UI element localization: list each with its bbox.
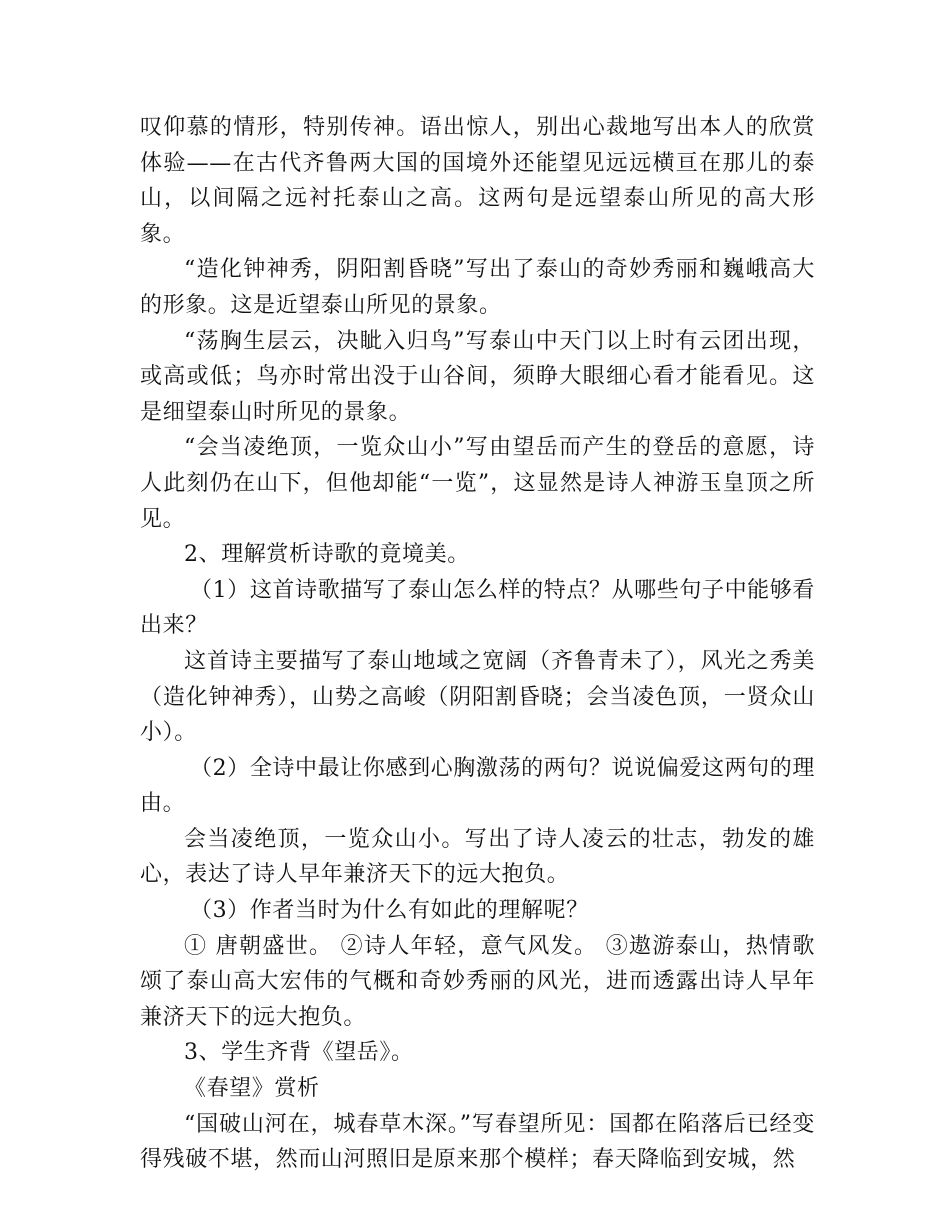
section-heading-3: 3、学生齐背《望岳》。 [184, 1040, 414, 1066]
document-body [140, 110, 815, 1178]
answer-3: ① 唐朝盛世。 ②诗人年轻，意气风发。 ③遨游泰山，热情歌颂了泰山高大宏伟的气概和奇妙秀丽的风光，进而透露出诗人早年兼济天下的远大抱负。 [140, 933, 815, 1030]
paragraph-huidang: “会当凌绝顶，一览众山小”写由望岳而产生的登岳的意愿，诗人此刻仍在山下，但他却能“一览”，这显然是诗人神游玉皇顶之所见。 [140, 435, 815, 532]
question-1: （1）这首诗歌描写了泰山怎么样的特点？从哪些句子中能够看出来？ [140, 577, 815, 639]
answer-1: 这首诗主要描写了泰山地域之宽阔（齐鲁青未了），风光之秀美（造化钟神秀），山势之高峻（阴阳割昏晓；会当凌色顶，一贤众山小）。 [140, 648, 815, 746]
answer-2: 会当凌绝顶，一览众山小。写出了诗人凌云的壮志，勃发的雄心，表达了诗人早年兼济天下的远大抱负。 [140, 826, 815, 888]
paragraph-guopo: “国破山河在，城春草木深。”写春望所见：国都在陷落后已经变得残破不堪，然而山河照旧是原来那个模样；春天降临到安城，然 [140, 1111, 815, 1173]
question-2: （2）全诗中最让你感到心胸激荡的两句？说说偏爱这两句的理由。 [140, 755, 815, 817]
section-heading-2: 2、理解赏析诗歌的竟境美。 [184, 542, 470, 568]
paragraph-zaohua: “造化钟神秀，阴阳割昏晓”写出了泰山的奇妙秀丽和巍峨高大的形象。这是近望泰山所见的景象。 [140, 257, 815, 318]
paragraph-dangxiong: “荡胸生层云，决眦入归鸟”写泰山中天门以上时有云团出现，或高或低；鸟亦时常出没于山谷间，须睁大眼细心看才能看见。这是细望泰山时所见的景象。 [140, 328, 815, 425]
paragraph-continuation: 叹仰慕的情形，特别传神。语出惊人，别出心裁地写出本人的欣赏体验——在古代齐鲁两大国的国境外还能望见远远横亘在那儿的泰山，以间隔之远衬托泰山之高。这两句是远望泰山所见的高大形象。 [140, 115, 815, 247]
section-title-chunwang: 《春望》赏析 [184, 1076, 320, 1102]
question-3: （3）作者当时为什么有如此的理解呢？ [190, 898, 589, 924]
